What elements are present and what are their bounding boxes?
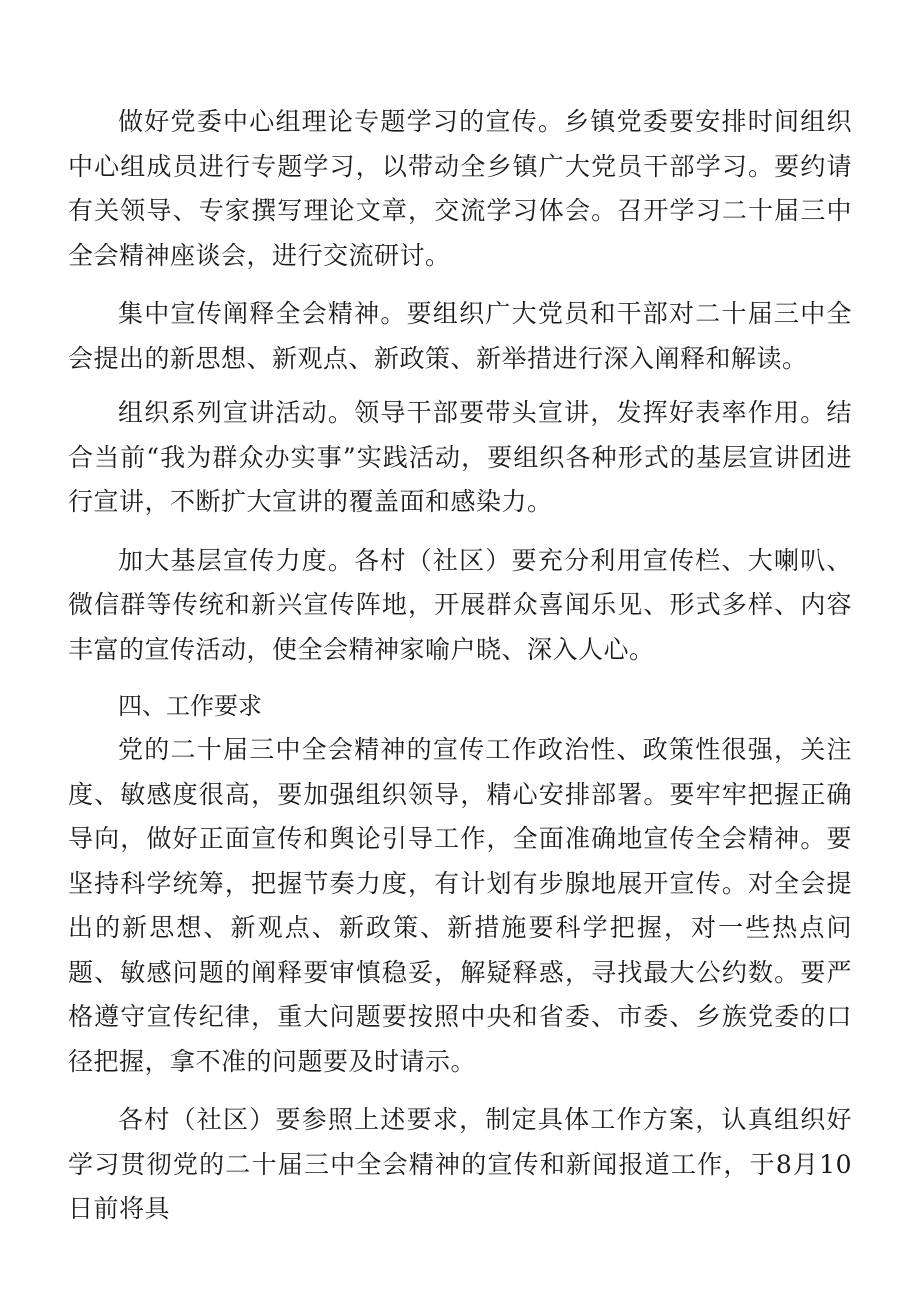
paragraph-plenary-interpretation: 集中宣传阐释全会精神。要组织广大党员和干部对二十届三中全会提出的新思想、新观点、新政策、新举措进行深入阐释和解读。 [68,299,852,373]
paragraph-work-requirements: 党的二十届三中全会精神的宣传工作政治性、政策性很强，关注度、敏感度很高，要加强组织领导，精心安排部署。要牢牢把握正确导向，做好正面宣传和舆论引导工作，全面准确地宣传全会精神。要坚持科学统筹，把握节奏力度，有计划有步腺地展开宣传。对全会提出的新思想、新观点、新政策、新措施要科学把握，对一些热点问题、敏感问题的阐释要审慎稳妥，解疑释惑，寻找最大公约数。要严格遵守宣传纪律，重大问题要按照中央和省委、市委、乡族党委的口径把握，拿不准的问题要及时请示。 [68,735,852,1076]
paragraph-village-implementation: 各村（社区）要参照上述要求，制定具体工作方案，认真组织好学习贯彻党的二十届三中全会精神的宣传和新闻报道工作，于8月10日前将具 [68,1105,852,1223]
document-page [68,100,852,1232]
section-heading-work-requirements: 四、工作要求 [118,692,262,720]
paragraph-grassroots-publicity: 加大基层宣传力度。各村（社区）要充分利用宣传栏、大喇叭、微信群等传统和新兴宣传阵地，开展群众喜闻乐见、形式多样、内容丰富的宣传活动，使全会精神家喻户晓、深入人心。 [68,545,852,664]
paragraph-central-group-study: 做好党委中心组理论专题学习的宣传。乡镇党委要安排时间组织中心组成员进行专题学习，以带动全乡镇广大党员干部学习。要约请有关领导、专家撰写理论文章，交流学习体会。召开学习二十届三中全会精神座谈会，进行交流研讨。 [68,107,852,270]
paragraph-lecture-activities: 组织系列宣讲活动。领导干部要带头宣讲，发挥好表率作用。结合当前“我为群众办实事”实践活动，要组织各种形式的基层宣讲团进行宣讲，不断扩大宣讲的覆盖面和感染力。 [68,398,852,516]
